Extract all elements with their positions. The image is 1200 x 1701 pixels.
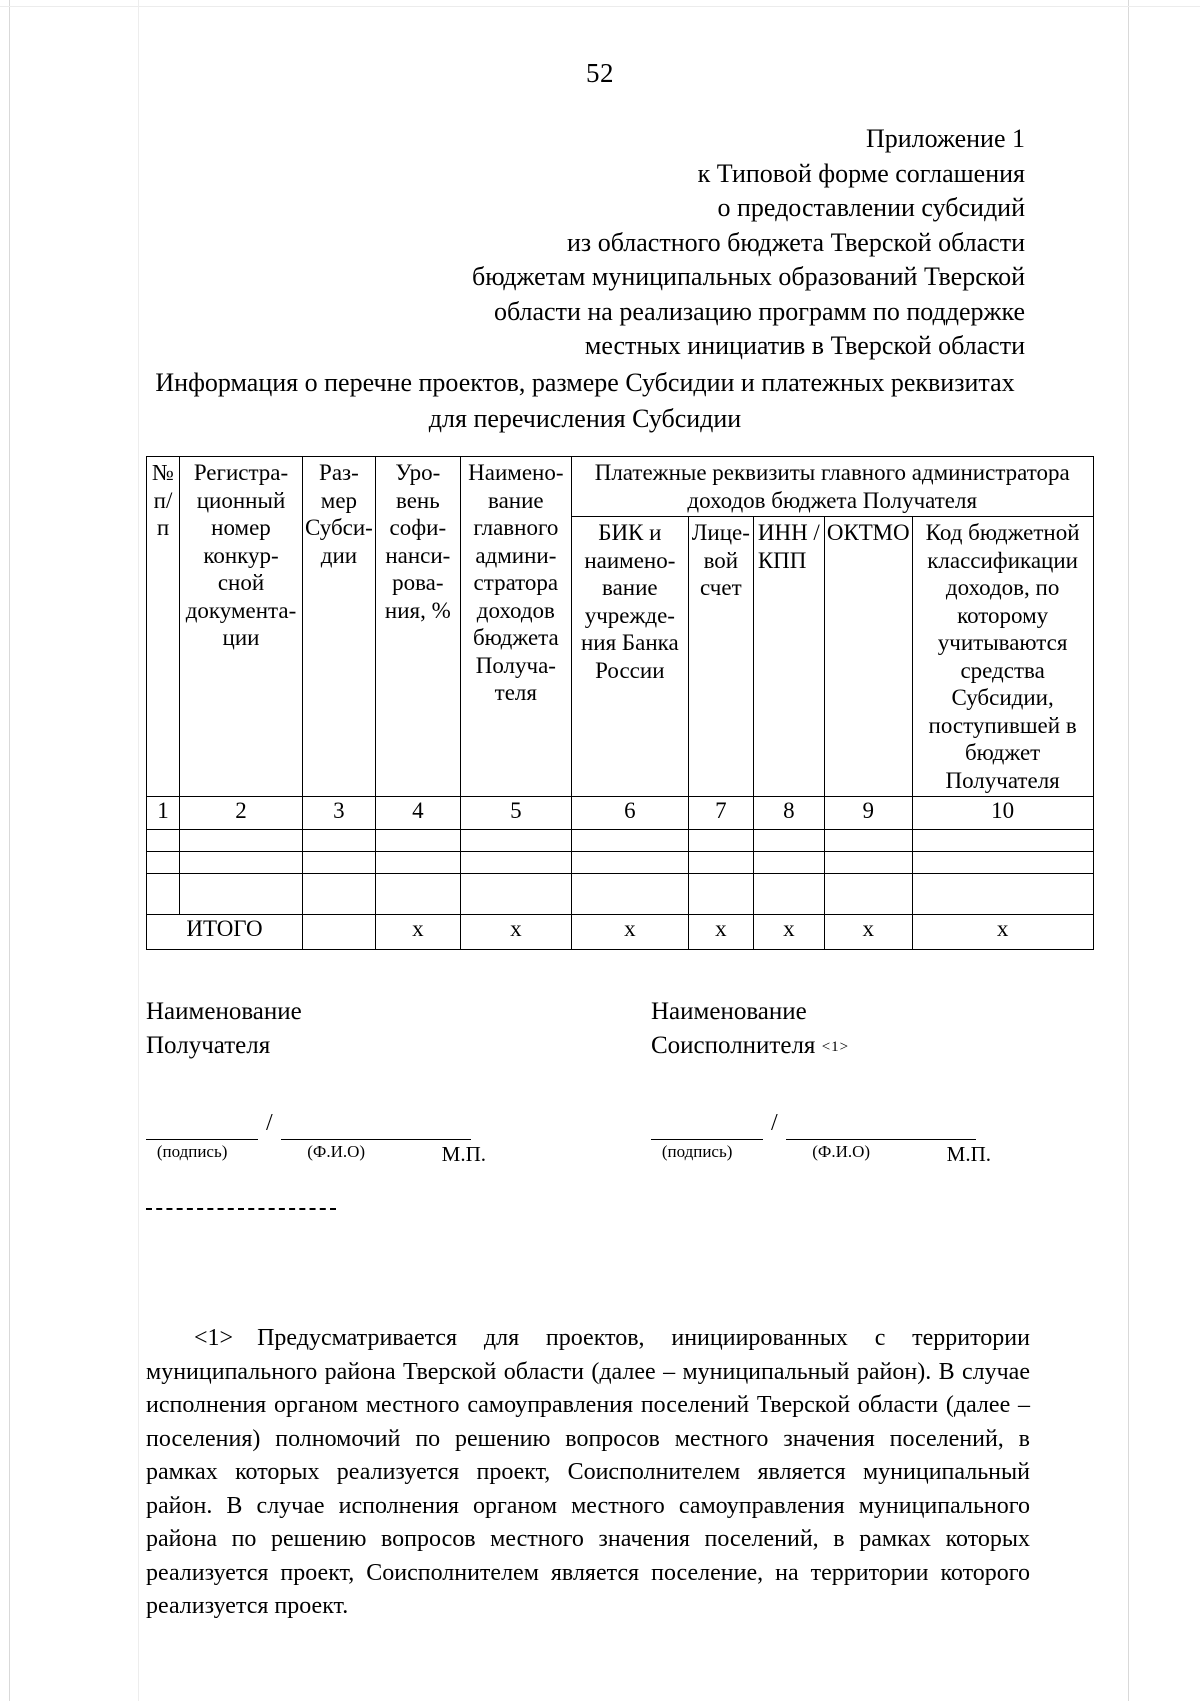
header-col-4-line-3: софи- <box>389 515 447 540</box>
header-col-5-line-2: вание <box>488 487 544 513</box>
header-col-10-line-3: доходов, по <box>945 575 1060 600</box>
header-col-10-line-10: Получателя <box>945 767 1060 793</box>
cell-6[interactable] <box>571 874 688 915</box>
colnum-9: 9 <box>824 797 912 830</box>
header-col-7-line-3: счет <box>700 575 742 600</box>
table-row[interactable] <box>147 852 1094 874</box>
header-col-2-line-3: номер <box>211 515 271 540</box>
cell-7[interactable] <box>688 852 753 874</box>
header-col-10-line-5: учитываются <box>937 630 1068 655</box>
cell-7[interactable] <box>688 830 753 852</box>
header-col-1-line-2: п/п <box>153 487 173 540</box>
header-col-6-line-2: наимено- <box>584 547 676 573</box>
document-title <box>140 365 1030 437</box>
table-row[interactable] <box>147 830 1094 852</box>
cell-2[interactable] <box>180 852 303 874</box>
header-col-10-line-8: поступившей в <box>928 712 1077 738</box>
total-cell-7: x <box>688 915 753 950</box>
document-title-line-2: для перечисления Субсидии <box>428 404 742 433</box>
cell-10[interactable] <box>912 830 1093 852</box>
total-cell-3 <box>303 915 376 950</box>
cell-2[interactable] <box>180 830 303 852</box>
header-col-6-line-6: России <box>595 657 665 683</box>
cell-9[interactable] <box>824 830 912 852</box>
header-col-9 <box>824 517 912 797</box>
total-cell-6: x <box>571 915 688 950</box>
header-col-7-line-1: Лице- <box>691 520 750 545</box>
appendix-reference-block <box>380 122 1025 364</box>
table-row[interactable] <box>147 874 1094 915</box>
header-col-10-line-1: Код бюджетной <box>925 520 1080 545</box>
cell-1[interactable] <box>147 852 180 874</box>
header-col-9-line-1: ОКТМО <box>826 520 910 545</box>
cell-7[interactable] <box>688 874 753 915</box>
header-col-2-line-1: Регистра- <box>193 460 289 485</box>
header-col-3-line-1: Раз- <box>319 460 359 485</box>
recipient-label-line-1: Наименование <box>146 998 302 1025</box>
header-col-6-line-1: БИК и <box>598 520 662 545</box>
header-col-5 <box>460 457 571 797</box>
recipient-signature-caption: (подпись) <box>156 1142 228 1161</box>
cell-6[interactable] <box>571 830 688 852</box>
colnum-8: 8 <box>753 797 824 830</box>
cell-8[interactable] <box>753 830 824 852</box>
header-col-2-line-7: ции <box>222 625 260 650</box>
total-cell-4: x <box>375 915 460 950</box>
coexecutor-footnote-ref: <1> <box>821 1039 850 1055</box>
header-col-4-line-4: нанси- <box>385 542 451 568</box>
header-col-2-line-5: сной <box>217 570 265 595</box>
coexecutor-fio-caption: (Ф.И.О) <box>812 1142 871 1161</box>
appendix-line-5: бюджетам муниципальных образований Тверской <box>471 262 1025 291</box>
table-total-row <box>147 915 1094 950</box>
appendix-line-1: Приложение 1 <box>865 124 1025 153</box>
header-col-5-line-3: главного <box>473 515 559 540</box>
document-title-line-1: Информация о перечне проектов, размере Субсидии и платежных реквизитах <box>155 368 1015 397</box>
header-col-10-line-9: бюджет <box>964 740 1041 765</box>
header-col-5-line-6: доходов <box>476 597 555 623</box>
header-col-5-line-4: админи- <box>475 542 557 568</box>
appendix-line-3: о предоставлении субсидий <box>717 193 1025 222</box>
cell-5[interactable] <box>460 874 571 915</box>
coexecutor-label-line-2 <box>651 1029 1036 1064</box>
coexecutor-signature-rule[interactable] <box>651 1139 763 1140</box>
appendix-line-6: области на реализацию программ по поддержке <box>493 296 1025 326</box>
cell-9[interactable] <box>824 852 912 874</box>
header-col-4-line-1: Уро- <box>395 460 441 485</box>
cell-10[interactable] <box>912 852 1093 874</box>
caption-gap <box>238 1142 258 1167</box>
header-col-5-line-5: стратора <box>473 570 559 595</box>
coexecutor-label-line-1: Наименование <box>651 998 807 1025</box>
header-col-2-line-6: документа- <box>185 597 297 623</box>
cell-9[interactable] <box>824 874 912 915</box>
header-col-4 <box>375 457 460 797</box>
header-col-1-line-1: № <box>152 460 174 485</box>
header-col-5-line-1: Наимено- <box>468 460 564 485</box>
cell-4[interactable] <box>375 830 460 852</box>
header-col-4-line-5: рова- <box>392 570 444 595</box>
cell-3[interactable] <box>303 874 376 915</box>
header-col-3-line-2: мер <box>320 487 358 513</box>
cell-4[interactable] <box>375 852 460 874</box>
cell-2[interactable] <box>180 874 303 915</box>
subsidy-table <box>146 456 1094 950</box>
header-col-4-line-6: ния, % <box>384 597 451 623</box>
recipient-signature-line-group <box>146 1110 486 1167</box>
cell-5[interactable] <box>460 830 571 852</box>
colnum-2: 2 <box>180 797 303 830</box>
header-col-6 <box>571 517 688 797</box>
cell-1[interactable] <box>147 830 180 852</box>
header-col-10-line-7: Субсидии, <box>951 685 1054 710</box>
total-label: ИТОГО <box>147 915 303 950</box>
header-col-7 <box>688 517 753 797</box>
appendix-line-2: к Типовой форме соглашения <box>697 158 1025 188</box>
header-col-5-line-8: Получа- <box>475 652 556 678</box>
cell-5[interactable] <box>460 852 571 874</box>
cell-1[interactable] <box>147 874 180 915</box>
colnum-1: 1 <box>147 797 180 830</box>
cell-3[interactable] <box>303 852 376 874</box>
coexecutor-signature-line-group <box>651 1110 991 1167</box>
header-col-5-line-7: бюджета <box>472 625 559 650</box>
cell-3[interactable] <box>303 830 376 852</box>
appendix-line-7: местных инициатив в Тверской области <box>584 331 1025 360</box>
coexecutor-slash: / <box>771 1110 778 1136</box>
header-col-10-line-6: средства <box>960 657 1045 683</box>
total-cell-9: x <box>824 915 912 950</box>
colnum-10: 10 <box>912 797 1093 830</box>
header-col-8-line-1: ИНН / <box>757 520 820 545</box>
header-col-8-line-2: КПП <box>757 547 807 573</box>
footnote-separator <box>146 1208 336 1210</box>
header-col-1 <box>147 457 180 797</box>
cell-4[interactable] <box>375 874 460 915</box>
coexecutor-fio-rule[interactable] <box>786 1139 976 1140</box>
header-col-6-line-3: вание <box>602 575 658 600</box>
header-col-6-line-5: ния Банка <box>580 630 679 655</box>
signature-labels <box>146 995 1036 1064</box>
header-col-3-line-4: дии <box>320 542 358 568</box>
cell-6[interactable] <box>571 852 688 874</box>
colnum-5: 5 <box>460 797 571 830</box>
coexecutor-signature-label <box>651 995 1036 1064</box>
recipient-label-line-2: Получателя <box>146 1032 271 1059</box>
page-number: 52 <box>586 58 614 88</box>
recipient-signature-rule[interactable] <box>146 1139 258 1140</box>
header-col-7-line-2: вой <box>703 547 739 573</box>
colnum-7: 7 <box>688 797 753 830</box>
header-col-2-line-4: конкур- <box>203 542 279 568</box>
header-col-6-line-4: учрежде- <box>584 602 675 628</box>
header-col-3-line-3: Субси- <box>305 515 373 540</box>
recipient-fio-caption: (Ф.И.О) <box>307 1142 366 1161</box>
header-col-10-line-2: классификации <box>927 547 1078 573</box>
recipient-stamp-mark: М.П. <box>441 1142 486 1166</box>
recipient-signature-label <box>146 995 651 1064</box>
cell-10[interactable] <box>912 874 1093 915</box>
table-column-number-row <box>147 797 1094 830</box>
total-cell-5: x <box>460 915 571 950</box>
footnote-text: <1> Предусматривается для проектов, инициированных с территории муниципального района Тверской области (далее – муниципальный район). В случае исполнения органом местного самоуправления поселений Тверской области (далее – поселения) полномочий по решению вопросов местного значения поселений, в рамках которых реализуется проект, Соисполнителем является муниципальный район. В случае исполнения органом местного самоуправления муниципального района по решению вопросов местного значения поселений, в рамках которых реализуется проект, Соисполнителем является поселение, на территории которого реализуется проект. <box>146 1325 1030 1619</box>
coexecutor-stamp-mark: М.П. <box>946 1142 991 1166</box>
total-cell-8: x <box>753 915 824 950</box>
colnum-3: 3 <box>303 797 376 830</box>
cell-8[interactable] <box>753 852 824 874</box>
colnum-6: 6 <box>571 797 688 830</box>
header-col-2 <box>180 457 303 797</box>
table-header-row-1 <box>147 457 1094 517</box>
recipient-fio-rule[interactable] <box>281 1139 471 1140</box>
total-cell-10: x <box>912 915 1093 950</box>
colnum-4: 4 <box>375 797 460 830</box>
coexecutor-signature-caption: (подпись) <box>661 1142 733 1161</box>
header-col-8 <box>753 517 824 797</box>
caption-gap <box>743 1142 763 1167</box>
cell-8[interactable] <box>753 874 824 915</box>
header-col-10-line-4: которому <box>957 602 1049 628</box>
appendix-line-4: из областного бюджета Тверской области <box>567 227 1025 257</box>
header-col-4-line-2: вень <box>395 487 440 513</box>
header-col-3 <box>303 457 376 797</box>
header-col-10 <box>912 517 1093 797</box>
recipient-slash: / <box>266 1110 273 1136</box>
header-group-payment-details: Платежные реквизиты главного администратора доходов бюджета Получателя <box>571 457 1093 517</box>
header-col-2-line-2: ционный <box>196 487 286 513</box>
coexecutor-label-text: Соисполнителя <box>651 1032 816 1059</box>
header-col-5-line-9: теля <box>494 680 537 705</box>
